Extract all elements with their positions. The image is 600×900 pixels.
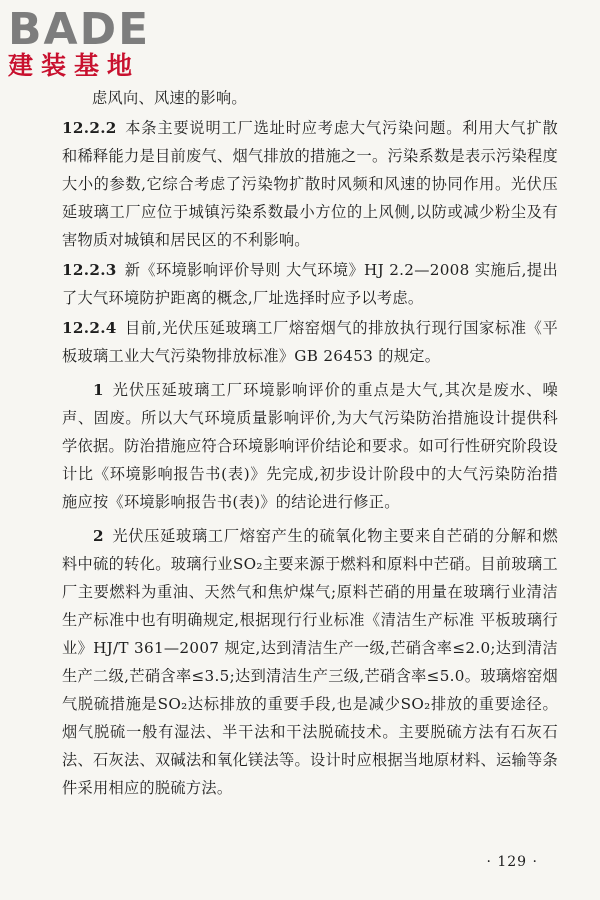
- section-number: 12.2.3: [62, 261, 117, 279]
- section-text: 本条主要说明工厂选址时应考虑大气污染问题。利用大气扩散和稀释能力是目前废气、烟气排放的措施之一。污染系数是表示污染程度大小的参数,它综合考虑了污染物扩散时风频和风速的协同作用。光伏压延玻璃工厂应位于城镇污染系数最小方位的上风侧,以防或减少粉尘及有害物质对城镇和居民区的不利影响。: [62, 119, 558, 249]
- item-number: 1: [93, 381, 104, 399]
- list-item-2: [62, 522, 558, 802]
- logo-wordmark: BADE: [8, 4, 151, 55]
- section-number: 12.2.4: [62, 319, 117, 337]
- brand-logo: [8, 6, 173, 80]
- section-text: 目前,光伏压延玻璃工厂熔窑烟气的排放执行现行国家标准《平板玻璃工业大气污染物排放标准》GB 26453 的规定。: [62, 319, 558, 365]
- section-12-2-3: [62, 256, 558, 312]
- continued-text: 虑风向、风速的影响。: [92, 89, 247, 107]
- section-text: 新《环境影响评价导则 大气环境》HJ 2.2—2008 实施后,提出了大气环境防护距离的概念,厂址选择时应予以考虑。: [62, 261, 558, 307]
- document-body: [62, 84, 558, 804]
- section-number: 12.2.2: [62, 119, 117, 137]
- item-text: 光伏压延玻璃工厂熔窑产生的硫氧化物主要来自芒硝的分解和燃料中硫的转化。玻璃行业SO₂主要来源于燃料和原料中芒硝。目前玻璃工厂主要燃料为重油、天然气和焦炉煤气;原料芒硝的用量在玻璃行业清洁生产标准中也有明确规定,根据现行行业标准《清洁生产标准 平板玻璃行业》HJ/T 361—2007 规定,达到清洁生产一级,芒硝含率≤2.0;达到清洁生产二级,芒硝含率≤3.5;达到清洁生产三级,芒硝含率≤5.0。玻璃熔窑烟气脱硫措施是SO₂达标排放的重要手段,也是减少SO₂排放的重要途径。烟气脱硫一般有湿法、半干法和干法脱硫技术。主要脱硫方法有石灰石法、石灰法、双碱法和氧化镁法等。设计时应根据当地原材料、运输等条件采用相应的脱硫方法。: [62, 527, 558, 797]
- item-number: 2: [93, 527, 104, 545]
- item-text: 光伏压延玻璃工厂环境影响评价的重点是大气,其次是废水、噪声、固废。所以大气环境质量影响评价,为大气污染防治措施设计提供科学依据。防治措施应符合环境影响评价结论和要求。如可行性研究阶段设计比《环境影响报告书(表)》先完成,初步设计阶段中的大气污染防治措施应按《环境影响报告书(表)》的结论进行修正。: [62, 381, 558, 511]
- logo-subtitle: 建装基地: [8, 51, 141, 80]
- list-item-1: [62, 376, 558, 516]
- section-12-2-2: [62, 114, 558, 254]
- section-12-2-4: [62, 314, 558, 370]
- page-number: · 129 ·: [486, 854, 538, 870]
